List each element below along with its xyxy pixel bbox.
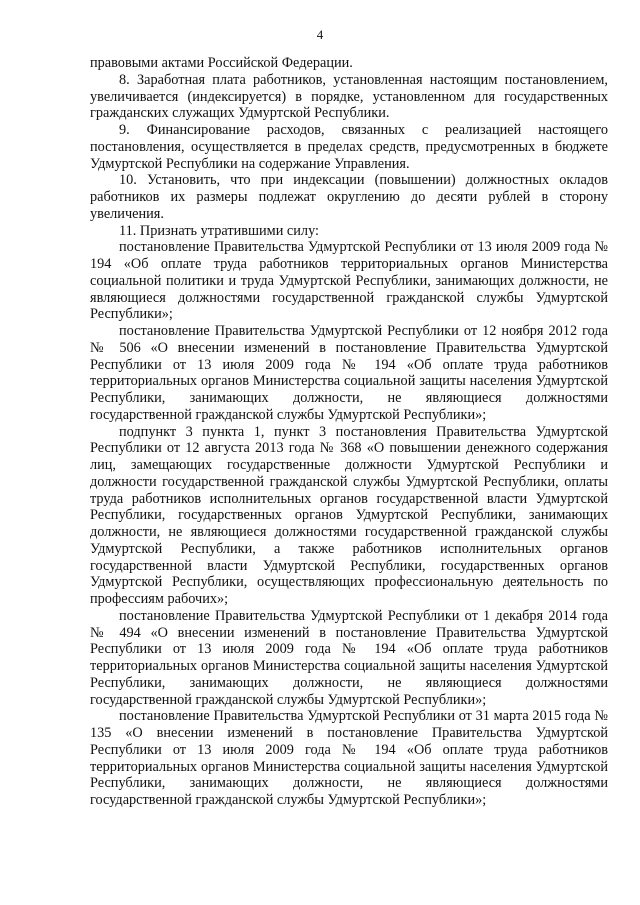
repealed-act-2012-506: постановление Правительства Удмуртской Республики от 12 ноября 2012 года № 506 «О внесении изменений в постановление Правительства Удмуртской Республики от 13 июля 2009 года № 194 «Об оплате труда работников территориальных органов Министерства социальной защиты населения Удмуртской Республики, занимающих должности, не являющиеся должностями государственной гражданской службы Удмуртской Республики»; bbox=[90, 323, 608, 423]
paragraph-item-11: 11. Признать утратившими силу: bbox=[119, 222, 319, 239]
paragraph-item-10: 10. Установить, что при индексации (повышении) должностных окладов работников их размеры подлежат округлению до десяти рублей в сторону увеличения. bbox=[90, 172, 608, 222]
repealed-act-2015-135: постановление Правительства Удмуртской Республики от 31 марта 2015 года № 135 «О внесении изменений в постановление Правительства Удмуртской Республики от 13 июля 2009 года № 194 «Об оплате труда работников территориальных органов Министерства социальной защиты населения Удмуртской Республики, занимающих должности, не являющиеся должностями государственной гражданской службы Удмуртской Республики»; bbox=[90, 708, 608, 808]
repealed-act-2014-494: постановление Правительства Удмуртской Республики от 1 декабря 2014 года № 494 «О внесении изменений в постановление Правительства Удмуртской Республики от 13 июля 2009 года № 194 «Об оплате труда работников территориальных органов Министерства социальной защиты населения Удмуртской Республики, занимающих должности, не являющиеся должностями государственной гражданской службы Удмуртской Республики»; bbox=[90, 607, 608, 708]
repealed-act-2013-368: подпункт 3 пункта 1, пункт 3 постановления Правительства Удмуртской Республики от 12 августа 2013 года № 368 «О повышении денежного содержания лиц, замещающих государственные должности Удмуртской Республики и должности государственной гражданской службы Удмуртской Республики, оплаты труда работников исполнительных органов государственной власти Удмуртской Республики, государственных органов Удмуртской Республики, занимающих должности, не являющиеся должностями государственной гражданской службы Удмуртской Республики, а также работников исполнительных органов государственной власти Удмуртской Республики, государственных органов Удмуртской Республики, осуществляющих профессиональную деятельность по профессиям рабочих»; bbox=[90, 423, 608, 607]
paragraph-item-8: 8. Заработная плата работников, установленная настоящим постановлением, увеличивается (индексируется) в порядке, установленном для государственных гражданских служащих Удмуртской Республики. bbox=[90, 71, 608, 122]
paragraph-item-9: 9. Финансирование расходов, связанных с реализацией настоящего постановления, осуществляется в пределах средств, предусмотренных в бюджете Удмуртской Республики на содержание Управления. bbox=[90, 122, 608, 172]
repealed-act-2009-194: постановление Правительства Удмуртской Республики от 13 июля 2009 года № 194 «Об оплате труда работников территориальных органов Министерства социальной политики и труда Удмуртской Республики, занимающих должности, не являющиеся должностями государственной гражданской службы Удмуртской Республики»; bbox=[90, 239, 608, 323]
page-number: 4 bbox=[316, 27, 324, 42]
document-body bbox=[90, 55, 608, 809]
paragraph-continuation: правовыми актами Российской Федерации. bbox=[90, 55, 353, 71]
